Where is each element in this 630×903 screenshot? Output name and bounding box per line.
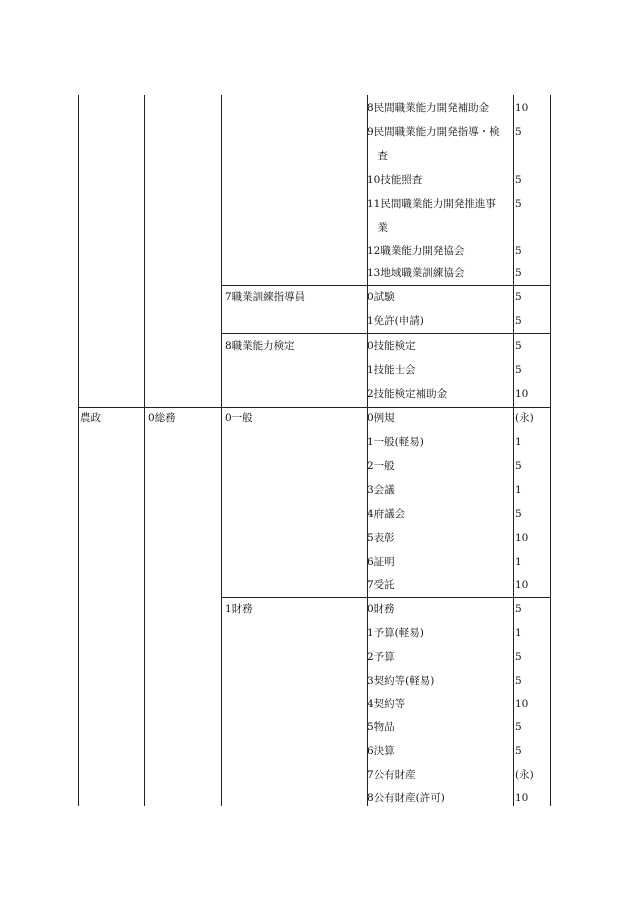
detail-cell: 12職業能力開発協会 — [367, 245, 465, 257]
item-cell: 1財務 — [225, 603, 253, 615]
detail-cell: 3契約等(軽易) — [367, 675, 435, 687]
detail-cell: 2一般 — [367, 460, 395, 472]
table-horizontal-rule — [221, 333, 550, 334]
retention-period-cell: 5 — [515, 198, 522, 210]
retention-period-cell: 5 — [515, 267, 522, 279]
detail-cell: 1予算(軽易) — [367, 627, 424, 639]
detail-cell: 11民間職業能力開発推進事 — [367, 198, 496, 210]
retention-period-cell: 10 — [515, 102, 529, 114]
detail-cell: 4府議会 — [367, 508, 406, 520]
table-vertical-rule — [144, 95, 145, 806]
item-cell: 8職業能力検定 — [225, 340, 295, 352]
detail-cell: 5表彰 — [367, 532, 395, 544]
table-vertical-rule — [513, 95, 514, 806]
retention-period-cell: 1 — [515, 484, 522, 496]
detail-cell: 10技能照査 — [367, 174, 423, 186]
detail-cell: 7公有財産 — [367, 769, 416, 781]
detail-cell: 13地域職業訓練協会 — [367, 267, 465, 279]
table-horizontal-rule — [78, 407, 550, 408]
detail-cell: 4契約等 — [367, 698, 406, 710]
detail-cell: 7受託 — [367, 579, 395, 591]
retention-period-cell: 5 — [515, 245, 522, 257]
retention-period-cell: 10 — [515, 698, 529, 710]
category-cell: 農政 — [80, 412, 101, 424]
detail-cell: 1免許(申請) — [367, 315, 424, 327]
retention-period-cell: 5 — [515, 174, 522, 186]
retention-period-cell: 5 — [515, 603, 522, 615]
detail-cell: 0技能検定 — [367, 340, 416, 352]
detail-cell: 0例規 — [367, 412, 395, 424]
detail-cell: 0試験 — [367, 291, 395, 303]
retention-period-cell: 5 — [515, 364, 522, 376]
retention-period-cell: (永) — [515, 412, 534, 424]
detail-cell: 8民間職業能力開発補助金 — [367, 102, 490, 114]
detail-cell: 5物品 — [367, 721, 395, 733]
detail-cell: 0財務 — [367, 603, 395, 615]
detail-cell: 1一般(軽易) — [367, 436, 424, 448]
table-vertical-rule — [78, 95, 79, 806]
retention-period-cell: 10 — [515, 792, 529, 804]
table-horizontal-rule — [221, 597, 550, 598]
detail-cell: 8公有財産(許可) — [367, 792, 445, 804]
detail-cell: 6決算 — [367, 745, 395, 757]
retention-period-cell: (永) — [515, 769, 534, 781]
detail-cell: 2予算 — [367, 651, 395, 663]
retention-period-cell: 5 — [515, 340, 522, 352]
retention-period-cell: 10 — [515, 532, 529, 544]
detail-cell: 6証明 — [367, 556, 395, 568]
retention-period-cell: 5 — [515, 126, 522, 138]
retention-period-cell: 5 — [515, 508, 522, 520]
detail-cell: 1技能士会 — [367, 364, 416, 376]
retention-period-cell: 10 — [515, 388, 529, 400]
retention-period-cell: 1 — [515, 436, 522, 448]
table-horizontal-rule — [221, 285, 550, 286]
detail-cell: 2技能検定補助金 — [367, 388, 448, 400]
retention-period-cell: 1 — [515, 556, 522, 568]
retention-period-cell: 5 — [515, 721, 522, 733]
item-cell: 7職業訓練指導員 — [225, 291, 306, 303]
retention-period-cell: 5 — [515, 745, 522, 757]
detail-cell: 9民間職業能力開発指導・検 — [367, 126, 500, 138]
retention-period-cell: 5 — [515, 291, 522, 303]
retention-period-cell: 5 — [515, 460, 522, 472]
records-classification-table — [78, 95, 550, 806]
retention-period-cell: 1 — [515, 627, 522, 639]
table-vertical-rule — [550, 95, 551, 806]
table-vertical-rule — [221, 95, 222, 806]
item-cell: 0一般 — [225, 412, 253, 424]
detail-cell: 査 — [367, 150, 388, 162]
retention-period-cell: 5 — [515, 651, 522, 663]
detail-cell: 業 — [367, 222, 388, 234]
subcategory-cell: 0総務 — [148, 412, 176, 424]
retention-period-cell: 5 — [515, 675, 522, 687]
retention-period-cell: 10 — [515, 579, 529, 591]
detail-cell: 3会議 — [367, 484, 395, 496]
retention-period-cell: 5 — [515, 315, 522, 327]
